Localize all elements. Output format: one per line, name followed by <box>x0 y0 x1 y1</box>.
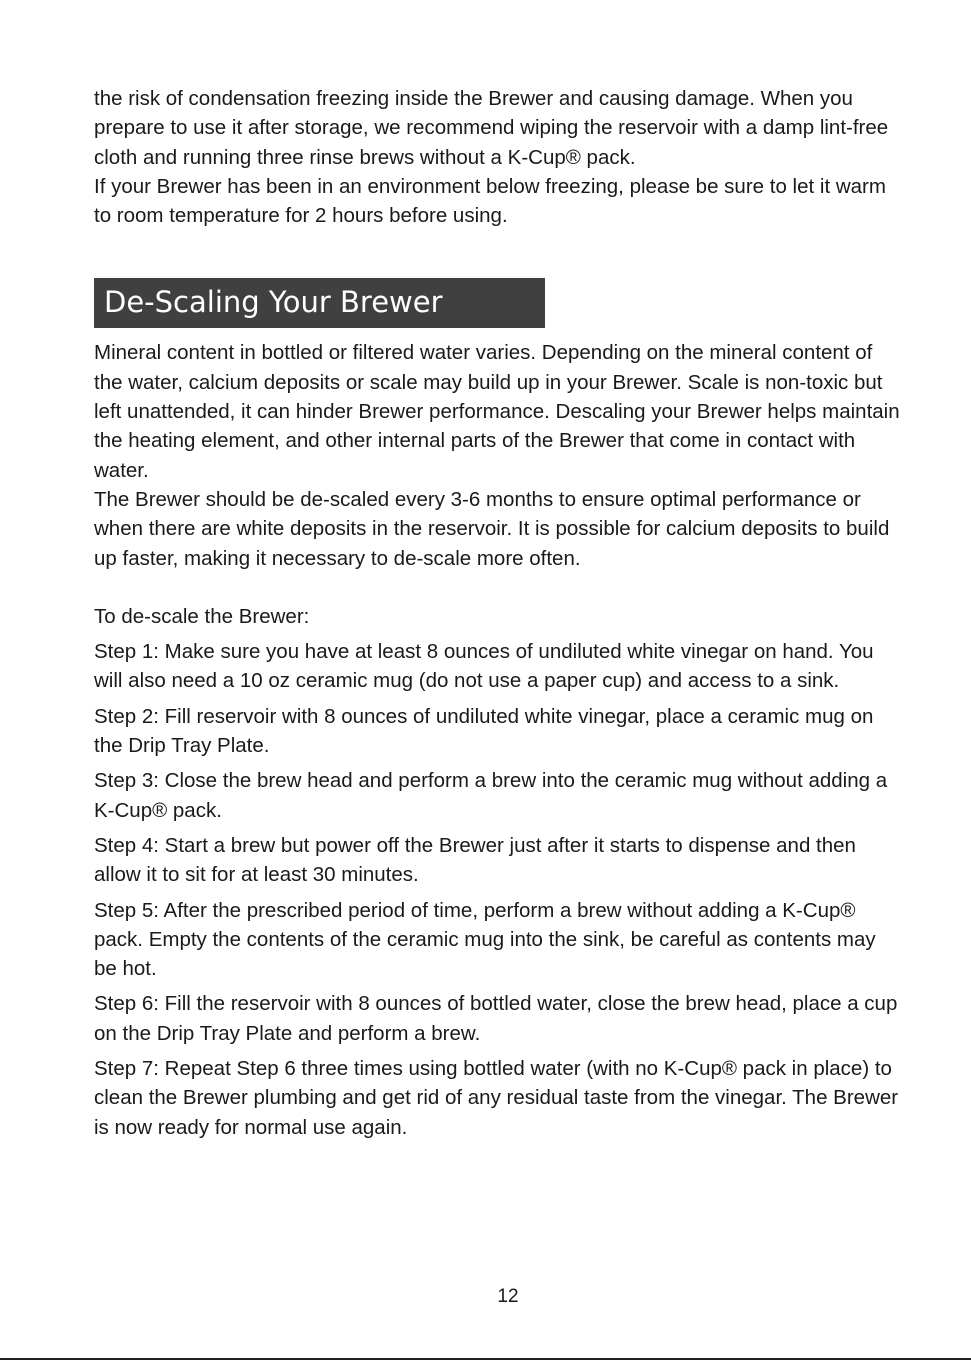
intro-block <box>94 84 904 230</box>
step-6: Step 6: Fill the reservoir with 8 ounces of bottled water, close the brew head, place a cup on the Drip Tray Plate and perform a brew. <box>94 992 898 1045</box>
section-paragraph-mineral: Mineral content in bottled or filtered water varies. Depending on the mineral content of the water, calcium deposits or scale may build up in your Brewer. Scale is non-toxic but left unattended, it can hinder Brewer performance. Descaling your Brewer helps maintain the heating element, and other internal parts of the Brewer that come in contact with water. <box>94 341 900 482</box>
step-4: Step 4: Start a brew but power off the Brewer just after it starts to dispense and then allow it to sit for at least 30 minutes. <box>94 833 856 887</box>
step-1: Step 1: Make sure you have at least 8 ounces of undiluted white vinegar on hand. You will also need a 10 oz ceramic mug (do not use a paper cup) and access to a sink. <box>94 640 874 693</box>
step-2: Step 2: Fill reservoir with 8 ounces of undiluted white vinegar, place a ceramic mug on the Drip Tray Plate. <box>94 704 874 758</box>
section-paragraph-frequency: The Brewer should be de-scaled every 3-6 months to ensure optimal performance or when there are white deposits in the reservoir. It is possible for calcium deposits to build up faster, making it necessary to de-scale more often. <box>94 487 890 570</box>
steps-intro: To de-scale the Brewer: <box>94 604 310 628</box>
step-3: Step 3: Close the brew head and perform a brew into the ceramic mug without adding a K-Cup® pack. <box>94 769 888 822</box>
intro-paragraph-freezing: If your Brewer has been in an environment below freezing, please be sure to let it warm to room temperature for 2 hours before using. <box>94 174 886 228</box>
intro-paragraph-storage: the risk of condensation freezing inside the Brewer and causing damage. When you prepare to use it after storage, we recommend wiping the reservoir with a damp lint-free cloth and running three rinse brews without a K-Cup® pack. <box>94 87 889 169</box>
section-heading: De-Scaling Your Brewer <box>94 278 545 328</box>
step-7: Step 7: Repeat Step 6 three times using bottled water (with no K-Cup® pack in place) to clean the Brewer plumbing and get rid of any residual taste from the vinegar. The Brewer is now ready for normal use again. <box>94 1057 899 1139</box>
bottom-rule <box>0 1358 971 1360</box>
page-number: 12 <box>497 1286 519 1307</box>
page-content <box>94 84 904 1148</box>
step-5: Step 5: After the prescribed period of time, perform a brew without adding a K-Cup® pack. Empty the contents of the ceramic mug into the sink, be careful as contents may be hot. <box>94 898 876 981</box>
